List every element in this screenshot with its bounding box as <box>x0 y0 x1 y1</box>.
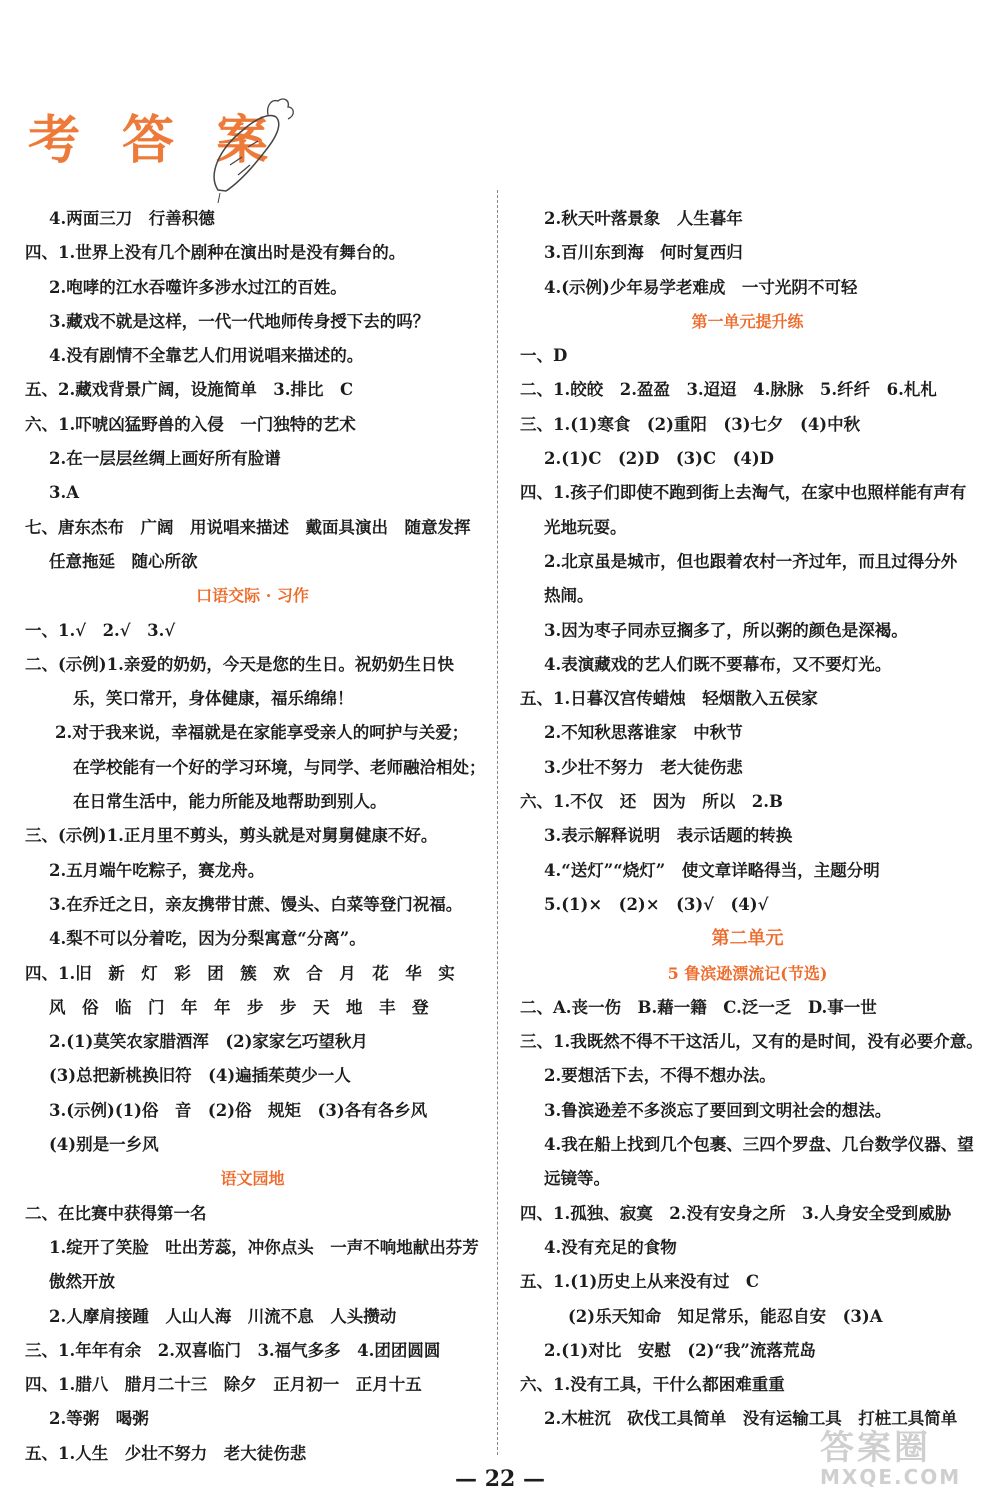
answer-line: 二、A.丧一伤 B.藉一籍 C.泛一乏 D.事一世 <box>520 997 877 1017</box>
answer-line: 四、1.腊八 腊月二十三 除夕 正月初一 正月十五 <box>25 1375 422 1395</box>
answer-line: 4.表演藏戏的艺人们既不要幕布，又不要灯光。 <box>544 654 892 674</box>
watermark-title: 答案圈 <box>820 1428 931 1468</box>
answer-line: 3.(示例)(1)俗 音 (2)俗 规矩 (3)各有各乡风 <box>49 1100 428 1120</box>
answer-line: 六、1.不仅 还 因为 所以 2.B <box>520 792 783 812</box>
answer-line: 光地玩耍。 <box>544 517 627 537</box>
answer-line: 2.对于我来说，幸福就是在家能享受亲人的呵护与关爱； <box>55 723 469 743</box>
answer-line: 3.在乔迁之日，亲友携带甘蔗、馒头、白菜等登门祝福。 <box>49 894 463 914</box>
title-char-1: 考 <box>28 111 83 171</box>
answer-line: 热闹。 <box>544 586 594 606</box>
answer-line: 2.不知秋思落谁家 中秋节 <box>544 723 743 743</box>
answer-line: 3.少壮不努力 老大徒伤悲 <box>544 757 743 777</box>
answer-line: 2.咆哮的江水吞噬许多涉水过江的百姓。 <box>49 277 347 297</box>
section-heading: 口语交际 · 习作 <box>196 586 309 606</box>
answer-line: 2.(1)对比 安慰 (2)“我”流落荒岛 <box>544 1340 816 1360</box>
answer-line: 4.(示例)少年易学老难成 一寸光阴不可轻 <box>544 277 858 297</box>
answer-line: 4.梨不可以分着吃，因为分梨寓意“分离”。 <box>49 929 366 949</box>
answer-line: 在学校能有一个好的学习环境，与同学、老师融洽相处； <box>73 757 486 777</box>
answer-line: 三、1.(1)寒食 (2)重阳 (3)七夕 (4)中秋 <box>520 414 861 434</box>
answer-line: 2.在一层层丝绸上画好所有脸谱 <box>49 449 281 469</box>
right-column <box>520 202 983 1437</box>
answer-line: 2.人摩肩接踵 人山人海 川流不息 人头攒动 <box>49 1306 397 1326</box>
answer-line: 四、1.孩子们即使不跑到街上去淘气，在家中也照样能有声有 <box>520 483 967 503</box>
answer-line: 2.秋天叶落景象 人生暮年 <box>544 209 743 228</box>
answer-line: 二、(示例)1.亲爱的奶奶，今天是您的生日。祝奶奶生日快 <box>25 654 454 674</box>
answer-line: 乐，笑口常开，身体健康，福乐绵绵！ <box>73 689 354 709</box>
answer-line: 远镜等。 <box>544 1169 610 1189</box>
answer-line: 3.百川东到海 何时复西归 <box>544 243 743 263</box>
answer-line: 四、1.孤独、寂寞 2.没有安身之所 3.人身安全受到威胁 <box>520 1203 952 1223</box>
answer-line: 四、1.世界上没有几个剧种在演出时是没有舞台的。 <box>25 243 406 263</box>
answer-line: 傲然开放 <box>49 1272 115 1292</box>
answer-line: 4.我在船上找到几个包裹、三四个罗盘、几台数学仪器、望 <box>544 1135 974 1155</box>
answer-line: 风 俗 临 门 年 年 步 步 天 地 丰 登 <box>49 997 429 1017</box>
answer-line: 2.五月端午吃粽子，赛龙舟。 <box>49 860 265 880</box>
answer-line: 六、1.吓唬凶猛野兽的入侵 一门独特的艺术 <box>25 414 356 434</box>
title-char-2: 答 <box>122 111 177 171</box>
answer-line: 五、2.藏戏背景广阔，设施简单 3.排比 C <box>25 380 354 400</box>
watermark <box>820 1420 990 1500</box>
answer-line: (4)别是一乡风 <box>49 1135 159 1155</box>
answer-line: (2)乐天知命 知足常乐，能忍自安 (3)A <box>568 1306 883 1326</box>
answer-line: 3.表示解释说明 表示话题的转换 <box>544 826 793 846</box>
answer-line: 3.鲁滨逊差不多淡忘了要回到文明社会的想法。 <box>544 1100 892 1120</box>
answer-line: 3.藏戏不就是这样，一代一代地师传身授下去的吗？ <box>49 311 430 331</box>
section-heading: 第二单元 <box>711 928 784 950</box>
title-char-3: 案 <box>216 111 271 171</box>
answer-line: 2.(1)莫笑农家腊酒浑 (2)家家乞巧望秋月 <box>49 1032 368 1052</box>
section-heading: 语文园地 <box>220 1169 285 1189</box>
answer-line: 三、1.我既然不得不干这活儿，又有的是时间，没有必要介意。 <box>520 1032 983 1052</box>
watermark-url: MXQE.COM <box>820 1465 962 1489</box>
answer-line: 3.A <box>49 483 80 503</box>
answer-line: 五、1.(1)历史上从来没有过 C <box>520 1272 759 1292</box>
answer-line: 在日常生活中，能力所能及地帮助到别人。 <box>73 792 387 812</box>
answer-line: 二、1.皎皎 2.盈盈 3.迢迢 4.脉脉 5.纤纤 6.札札 <box>520 380 937 400</box>
answer-line: 一、1.√ 2.√ 3.√ <box>25 620 176 640</box>
answer-line: 2.木桩沉 砍伐工具简单 没有运输工具 打桩工具简单 <box>544 1409 958 1429</box>
answer-line: 七、唐东杰布 广阔 用说唱来描述 戴面具演出 随意发挥 <box>25 517 471 537</box>
answer-line: 5.(1)× (2)× (3)√ (4)√ <box>544 894 769 914</box>
answer-line: 4.“送灯”“烧灯” 使文章详略得当，主题分明 <box>544 860 880 880</box>
answer-line: 4.没有剧情不全靠艺人们用说唱来描述的。 <box>49 346 364 366</box>
answer-line: 五、1.日暮汉宫传蜡烛 轻烟散入五侯家 <box>520 689 818 709</box>
answer-line: 六、1.没有工具，干什么都困难重重 <box>520 1375 785 1395</box>
answer-line: 四、1.旧 新 灯 彩 团 簇 欢 合 月 花 华 实 <box>25 963 455 983</box>
column-divider <box>497 190 498 1455</box>
answer-line: 任意拖延 随心所欲 <box>49 551 198 571</box>
section-heading: 5 鲁滨逊漂流记(节选) <box>667 963 828 983</box>
answer-line: 三、1.年年有余 2.双喜临门 3.福气多多 4.团团圆圆 <box>25 1340 441 1360</box>
answer-line: 3.因为枣子同赤豆搁多了，所以粥的颜色是深褐。 <box>544 620 908 640</box>
answer-line: 2.要想活下去，不得不想办法。 <box>544 1066 776 1086</box>
answer-line: 4.没有充足的食物 <box>544 1237 677 1257</box>
section-heading: 第一单元提升练 <box>691 311 804 331</box>
answer-line: 4.两面三刀 行善积德 <box>49 209 215 228</box>
answer-line: 一、D <box>520 346 568 366</box>
answer-line: 2.等粥 喝粥 <box>49 1409 149 1429</box>
answer-line: 五、1.人生 少壮不努力 老大徒伤悲 <box>25 1443 307 1463</box>
answer-line: (3)总把新桃换旧符 (4)遍插茱萸少一人 <box>49 1066 351 1086</box>
carrot-doodle-icon <box>198 95 298 205</box>
page-number: — 22 — <box>455 1466 545 1492</box>
answer-line: 2.北京虽是城市，但也跟着农村一齐过年，而且过得分外 <box>544 551 958 571</box>
left-column <box>25 202 486 1471</box>
answer-line: 二、在比赛中获得第一名 <box>25 1203 207 1223</box>
answer-line: 三、(示例)1.正月里不剪头，剪头就是对舅舅健康不好。 <box>25 826 438 846</box>
answer-line: 1.绽开了笑脸 吐出芳蕊，冲你点头 一声不响地献出芬芳 <box>49 1237 479 1257</box>
answer-line: 2.(1)C (2)D (3)C (4)D <box>544 449 774 469</box>
